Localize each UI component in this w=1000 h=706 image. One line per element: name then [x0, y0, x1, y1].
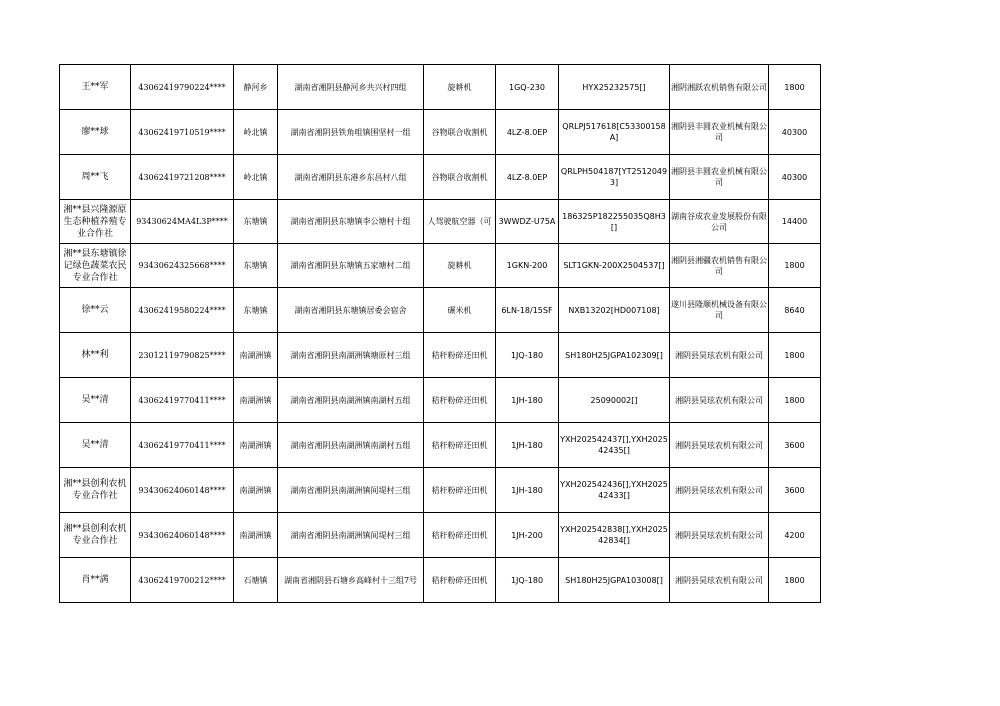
table-row [60, 244, 821, 288]
model-cell-text: 3WWDZ-U75A [498, 217, 556, 226]
address-cell-text: 湖南省湘阴县南湖洲镇南湖村五组 [290, 395, 411, 405]
id-number-cell [131, 288, 234, 333]
township-cell [234, 513, 278, 558]
subsidy-amount-cell [769, 333, 821, 378]
township-cell-text: 南湖洲镇 [239, 395, 272, 405]
model-cell [496, 288, 559, 333]
id-number-cell [131, 558, 234, 603]
id-number-cell-text: 93430624325668**** [138, 261, 226, 270]
township-cell [234, 244, 278, 288]
model-cell [496, 378, 559, 423]
dealer-cell-text: 湘阴县昊玹农机有限公司 [675, 440, 763, 450]
address-cell [278, 200, 424, 244]
address-cell [278, 244, 424, 288]
machine-type-cell [424, 558, 496, 603]
dealer-cell [670, 65, 769, 110]
serial-number-cell [559, 110, 670, 155]
applicant-name-cell-text: 湘**县兴隆源原生态种植养殖专业合作社 [63, 204, 127, 239]
address-cell [278, 288, 424, 333]
applicant-name-cell [60, 200, 131, 244]
model-cell-text: 1JH-180 [511, 485, 543, 495]
model-cell [496, 155, 559, 200]
applicant-name-cell [60, 558, 131, 603]
machine-type-cell [424, 155, 496, 200]
subsidy-amount-cell-text: 1800 [784, 575, 805, 585]
machine-type-cell-text: 秸秆粉碎还田机 [431, 485, 488, 495]
serial-number-cell-text: YXH202542838[],YXH202542834[] [560, 525, 668, 545]
model-cell-text: 6LN-18/15SF [501, 305, 553, 315]
id-number-cell [131, 155, 234, 200]
dealer-cell [670, 558, 769, 603]
dealer-cell-text: 湘阴县湘疆农机销售有限公司 [671, 255, 767, 276]
serial-number-cell [559, 155, 670, 200]
applicant-name-cell [60, 288, 131, 333]
address-cell-text: 湖南省湘阴县东塘镇李公塘村十组 [290, 217, 411, 226]
applicant-name-cell-text: 湘**县东塘镇徐记绿色蔬菜农民专业合作社 [63, 248, 127, 283]
address-cell [278, 65, 424, 110]
id-number-cell [131, 200, 234, 244]
model-cell-text: 1GQ-230 [509, 82, 545, 92]
dealer-cell [670, 513, 769, 558]
applicant-name-cell-text: 林**利 [81, 350, 109, 360]
machine-type-cell [424, 378, 496, 423]
serial-number-cell [559, 200, 670, 244]
dealer-cell [670, 288, 769, 333]
table-row [60, 333, 821, 378]
subsidy-amount-cell [769, 288, 821, 333]
subsidy-amount-cell-text: 40300 [781, 127, 808, 137]
model-cell-text: 1JH-200 [511, 530, 543, 540]
machine-type-cell [424, 513, 496, 558]
applicant-name-cell [60, 333, 131, 378]
subsidy-amount-cell [769, 200, 821, 244]
serial-number-cell-text: 186325P182255035Q8H3[] [562, 211, 666, 232]
applicant-name-cell-text: 王**军 [81, 82, 109, 92]
id-number-cell-text: 93430624060148**** [138, 485, 226, 495]
id-number-cell-text: 93430624MA4L3P**** [136, 217, 228, 226]
serial-number-cell [559, 288, 670, 333]
model-cell-text: 1JH-180 [511, 440, 543, 450]
subsidy-amount-cell [769, 468, 821, 513]
serial-number-cell-text: SH180H25JGPA102309[] [565, 350, 663, 360]
model-cell-text: 4LZ-8.0EP [506, 127, 548, 137]
address-cell [278, 333, 424, 378]
model-cell [496, 65, 559, 110]
serial-number-cell [559, 468, 670, 513]
address-cell-text: 湖南省湘阴县石塘乡高峰村十三组7号 [283, 575, 418, 585]
dealer-cell-text: 湘阴县丰圆农业机械有限公司 [671, 167, 767, 187]
address-cell [278, 155, 424, 200]
serial-number-cell-text: HYX25232575[] [582, 82, 646, 92]
table-row [60, 288, 821, 333]
serial-number-cell-text: YXH202542436[],YXH202542433[] [560, 480, 668, 500]
id-number-cell-text: 43062419700212**** [138, 575, 226, 585]
serial-number-cell [559, 513, 670, 558]
model-cell [496, 244, 559, 288]
subsidy-amount-cell-text: 40300 [781, 172, 808, 182]
dealer-cell [670, 333, 769, 378]
applicant-name-cell [60, 155, 131, 200]
machine-type-cell [424, 200, 496, 244]
township-cell [234, 423, 278, 468]
address-cell-text: 湖南省湘阴县南湖洲镇塘原村三组 [290, 350, 411, 360]
township-cell-text: 东塘镇 [243, 217, 268, 226]
applicant-name-cell [60, 513, 131, 558]
table-body [60, 65, 821, 603]
table-row [60, 155, 821, 200]
model-cell-text: 4LZ-8.0EP [506, 172, 548, 182]
machine-type-cell-text: 人驾驶航空器（可 [427, 217, 492, 226]
address-cell [278, 110, 424, 155]
township-cell-text: 东塘镇 [243, 305, 268, 315]
subsidy-amount-cell-text: 4200 [784, 530, 805, 540]
subsidy-amount-cell [769, 110, 821, 155]
dealer-cell-text: 湘阴县昊玹农机有限公司 [675, 575, 763, 585]
applicant-name-cell [60, 110, 131, 155]
serial-number-cell-text: QRLPH504187[YT25120493] [560, 167, 668, 187]
table-row [60, 423, 821, 468]
id-number-cell [131, 513, 234, 558]
serial-number-cell [559, 333, 670, 378]
applicant-name-cell-text: 湘**县创利农机专业合作社 [63, 479, 127, 501]
subsidy-amount-cell-text: 8640 [784, 305, 805, 315]
id-number-cell-text: 43062419770411**** [138, 440, 226, 450]
machine-type-cell [424, 468, 496, 513]
machine-type-cell-text: 碾米机 [447, 305, 472, 315]
id-number-cell [131, 423, 234, 468]
address-cell-text: 湖南省湘阴县东塘镇五家塘村二组 [290, 261, 411, 270]
table-row [60, 110, 821, 155]
serial-number-cell-text: SH180H25JGPA103008[] [565, 575, 663, 585]
township-cell [234, 468, 278, 513]
applicant-name-cell-text: 徐**云 [81, 305, 109, 315]
applicant-name-cell-text: 周**飞 [81, 172, 109, 182]
township-cell-text: 岭北镇 [243, 127, 268, 137]
address-cell-text: 湖南省湘阴县静河乡共兴村四组 [294, 82, 407, 92]
township-cell-text: 南湖洲镇 [239, 440, 272, 450]
subsidy-table [59, 64, 821, 603]
table-row [60, 65, 821, 110]
id-number-cell [131, 244, 234, 288]
model-cell-text: 1JQ-180 [510, 575, 544, 585]
model-cell-text: 1GKN-200 [506, 261, 548, 270]
township-cell [234, 558, 278, 603]
id-number-cell [131, 333, 234, 378]
subsidy-amount-cell [769, 155, 821, 200]
machine-type-cell [424, 65, 496, 110]
serial-number-cell-text: SLT1GKN-200X2504537[] [563, 261, 665, 270]
machine-type-cell-text: 谷物联合收割机 [431, 172, 488, 182]
dealer-cell [670, 378, 769, 423]
township-cell-text: 静河乡 [243, 82, 268, 92]
subsidy-amount-cell-text: 3600 [784, 440, 805, 450]
subsidy-amount-cell-text: 1800 [784, 82, 805, 92]
subsidy-amount-cell-text: 3600 [784, 485, 805, 495]
address-cell [278, 558, 424, 603]
machine-type-cell [424, 288, 496, 333]
machine-type-cell-text: 秸秆粉碎还田机 [431, 530, 488, 540]
serial-number-cell-text: YXH202542437[],YXH202542435[] [560, 435, 668, 455]
address-cell-text: 湖南省湘阴县东港乡东昌村八组 [294, 172, 407, 182]
township-cell-text: 岭北镇 [243, 172, 268, 182]
model-cell [496, 200, 559, 244]
address-cell [278, 513, 424, 558]
applicant-name-cell [60, 378, 131, 423]
address-cell-text: 湖南省湘阴县南湖洲镇间堤村三组 [290, 485, 411, 495]
applicant-name-cell-text: 肖**满 [81, 575, 109, 585]
dealer-cell-text: 湘阴县昊玹农机有限公司 [675, 350, 763, 360]
machine-type-cell-text: 秸秆粉碎还田机 [431, 350, 488, 360]
township-cell [234, 333, 278, 378]
subsidy-amount-cell [769, 558, 821, 603]
table-row [60, 200, 821, 244]
subsidy-amount-cell-text: 1800 [784, 350, 805, 360]
table-row [60, 513, 821, 558]
model-cell [496, 423, 559, 468]
subsidy-amount-cell-text: 1800 [784, 261, 805, 270]
subsidy-amount-cell [769, 423, 821, 468]
township-cell [234, 378, 278, 423]
model-cell [496, 468, 559, 513]
applicant-name-cell [60, 244, 131, 288]
township-cell [234, 200, 278, 244]
dealer-cell [670, 468, 769, 513]
subsidy-amount-cell-text: 1800 [784, 395, 805, 405]
model-cell-text: 1JQ-180 [510, 350, 544, 360]
machine-type-cell [424, 333, 496, 378]
id-number-cell-text: 43062419580224**** [138, 305, 226, 315]
applicant-name-cell-text: 廖**球 [81, 127, 109, 137]
address-cell-text: 湖南省湘阴县南湖洲镇南湖村五组 [290, 440, 411, 450]
applicant-name-cell-text: 吴**清 [81, 395, 109, 405]
serial-number-cell [559, 378, 670, 423]
applicant-name-cell-text: 吴**清 [81, 440, 109, 450]
dealer-cell-text: 湘阴县昊玹农机有限公司 [675, 485, 763, 495]
id-number-cell-text: 43062419710519**** [138, 127, 226, 137]
id-number-cell [131, 65, 234, 110]
serial-number-cell [559, 423, 670, 468]
table-row [60, 378, 821, 423]
id-number-cell-text: 43062419770411**** [138, 395, 226, 405]
dealer-cell-text: 湘阴湘跃农机销售有限公司 [671, 82, 767, 92]
id-number-cell-text: 43062419790224**** [138, 82, 226, 92]
subsidy-amount-cell-text: 14400 [781, 217, 808, 226]
serial-number-cell [559, 244, 670, 288]
id-number-cell [131, 378, 234, 423]
id-number-cell-text: 43062419721208**** [138, 172, 226, 182]
address-cell [278, 423, 424, 468]
township-cell [234, 65, 278, 110]
township-cell-text: 石塘镇 [243, 575, 268, 585]
id-number-cell-text: 23012119790825**** [138, 350, 226, 360]
model-cell-text: 1JH-180 [511, 395, 543, 405]
serial-number-cell [559, 558, 670, 603]
dealer-cell-text: 湘阴县昊玹农机有限公司 [675, 395, 763, 405]
serial-number-cell-text: 25090002[] [590, 395, 638, 405]
serial-number-cell-text: NXB13202[HD007108] [568, 305, 660, 315]
id-number-cell-text: 93430624060148**** [138, 530, 226, 540]
dealer-cell-text: 遂川县隆顺机械设备有限公司 [671, 300, 767, 320]
dealer-cell [670, 110, 769, 155]
model-cell [496, 558, 559, 603]
applicant-name-cell [60, 423, 131, 468]
address-cell [278, 468, 424, 513]
township-cell-text: 南湖洲镇 [239, 485, 272, 495]
subsidy-amount-cell [769, 513, 821, 558]
subsidy-amount-cell [769, 378, 821, 423]
township-cell-text: 南湖洲镇 [239, 530, 272, 540]
dealer-cell [670, 200, 769, 244]
address-cell [278, 378, 424, 423]
model-cell [496, 513, 559, 558]
township-cell [234, 288, 278, 333]
id-number-cell [131, 110, 234, 155]
township-cell [234, 110, 278, 155]
machine-type-cell [424, 110, 496, 155]
address-cell-text: 湖南省湘阴县铁角咀镇围坚村一组 [290, 127, 411, 137]
machine-type-cell [424, 423, 496, 468]
table-row [60, 558, 821, 603]
serial-number-cell-text: QRLPJ517618[C53300158A] [562, 122, 666, 142]
address-cell-text: 湖南省湘阴县南湖洲镇间堤村三组 [290, 530, 411, 540]
model-cell [496, 333, 559, 378]
machine-type-cell-text: 旋耕机 [447, 82, 472, 92]
dealer-cell [670, 244, 769, 288]
serial-number-cell [559, 65, 670, 110]
machine-type-cell-text: 秸秆粉碎还田机 [431, 395, 488, 405]
subsidy-amount-cell [769, 65, 821, 110]
township-cell [234, 155, 278, 200]
dealer-cell [670, 155, 769, 200]
id-number-cell [131, 468, 234, 513]
subsidy-amount-cell [769, 244, 821, 288]
dealer-cell-text: 湖南谷成农业发展股份有限公司 [671, 211, 767, 232]
machine-type-cell-text: 秸秆粉碎还田机 [431, 440, 488, 450]
table-row [60, 468, 821, 513]
machine-type-cell [424, 244, 496, 288]
township-cell-text: 东塘镇 [243, 261, 268, 270]
machine-type-cell-text: 秸秆粉碎还田机 [431, 575, 488, 585]
applicant-name-cell [60, 468, 131, 513]
dealer-cell-text: 湘阴县丰圆农业机械有限公司 [671, 122, 767, 142]
dealer-cell [670, 423, 769, 468]
applicant-name-cell-text: 湘**县创利农机专业合作社 [63, 524, 127, 546]
township-cell-text: 南湖洲镇 [239, 350, 272, 360]
machine-type-cell-text: 谷物联合收割机 [431, 127, 488, 137]
machine-type-cell-text: 旋耕机 [447, 261, 472, 270]
dealer-cell-text: 湘阴县昊玹农机有限公司 [675, 530, 763, 540]
address-cell-text: 湖南省湘阴县东塘镇居委会宿舍 [294, 305, 407, 315]
applicant-name-cell [60, 65, 131, 110]
model-cell [496, 110, 559, 155]
